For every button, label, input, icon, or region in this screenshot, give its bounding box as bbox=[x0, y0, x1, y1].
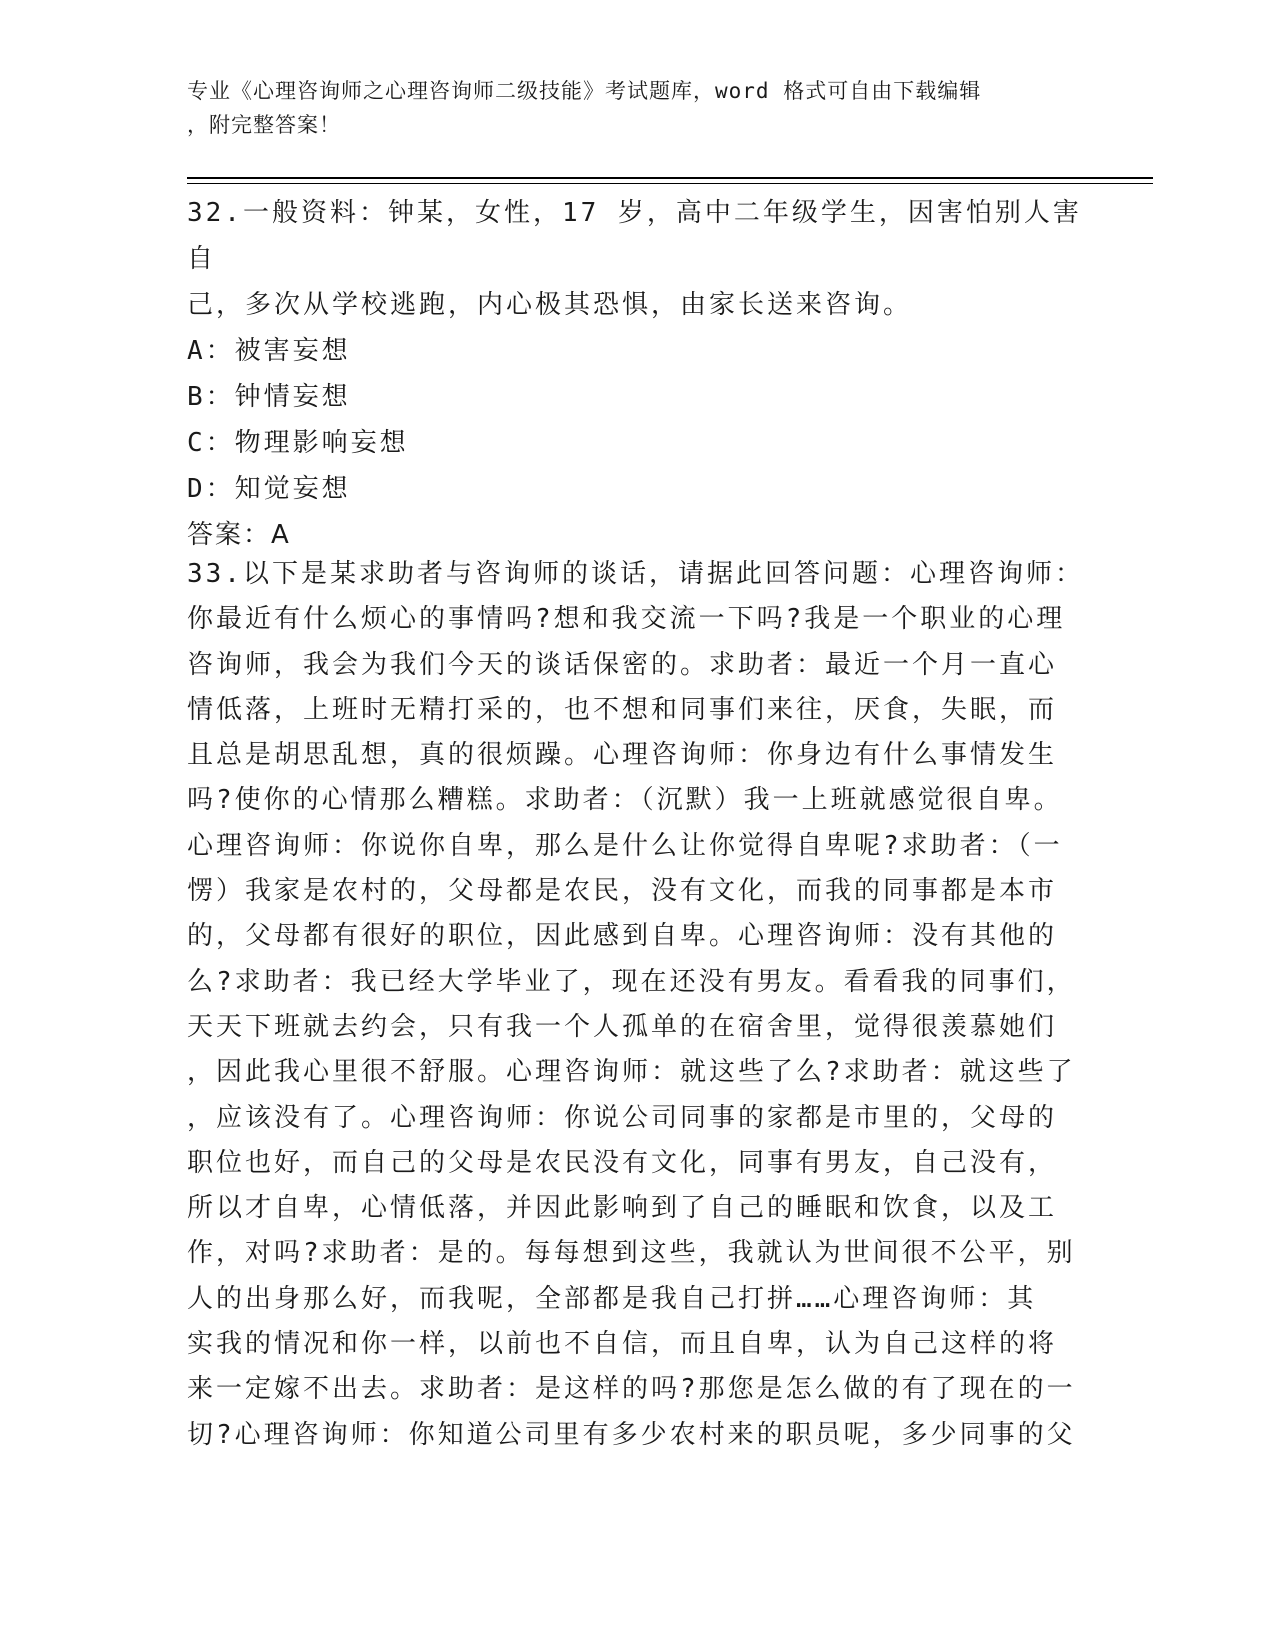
question-33-line: 天天下班就去约会，只有我一个人孤单的在宿舍里，觉得很羡慕她们 bbox=[187, 1011, 1058, 1042]
question-32-stem-line-2: 己，多次从学校逃跑，内心极其恐惧，由家长送来咨询。 bbox=[187, 290, 913, 320]
question-33-line: ，因此我心里很不舒服。心理咨询师：就这些了么?求助者：就这些了 bbox=[187, 1057, 1076, 1088]
question-32-stem-line-1: 32.一般资料：钟某，女性，17 岁，高中二年级学生，因害怕别人害自 bbox=[187, 198, 1082, 274]
question-33-line: ，应该没有了。心理咨询师：你说公司同事的家都是市里的，父母的 bbox=[187, 1102, 1058, 1133]
question-33-line: 人的出身那么好，而我呢，全部都是我自己打拼……心理咨询师：其 bbox=[187, 1283, 1037, 1314]
question-33-line: 33.以下是某求助者与咨询师的谈话，请据此回答问题：心理咨询师： bbox=[187, 559, 1084, 589]
question-32 bbox=[187, 190, 1087, 558]
question-33-line: 切?心理咨询师：你知道公司里有多少农村来的职员呢，多少同事的父 bbox=[187, 1419, 1076, 1450]
option-a: A：被害妄想 bbox=[187, 336, 351, 366]
header-line-1: 专业《心理咨询师之心理咨询师二级技能》考试题库，word 格式可自由下载编辑 bbox=[187, 79, 982, 103]
question-33-line: 咨询师，我会为我们今天的谈话保密的。求助者：最近一个月一直心 bbox=[187, 649, 1058, 680]
question-33-line: 么?求助者：我已经大学毕业了，现在还没有男友。看看我的同事们， bbox=[187, 966, 1076, 997]
question-33-line: 实我的情况和你一样，以前也不自信，而且自卑，认为自己这样的将 bbox=[187, 1329, 1058, 1360]
question-33-line: 职位也好，而自己的父母是农民没有文化，同事有男友，自己没有， bbox=[187, 1147, 1058, 1178]
question-32-answer: 答案：A bbox=[187, 520, 291, 550]
option-d: D：知觉妄想 bbox=[187, 474, 351, 504]
question-33-line: 作，对吗?求助者：是的。每每想到这些，我就认为世间很不公平，别 bbox=[187, 1238, 1076, 1269]
question-33-line: 且总是胡思乱想，真的很烦躁。心理咨询师：你身边有什么事情发生 bbox=[187, 740, 1058, 771]
option-b: B：钟情妄想 bbox=[187, 382, 351, 412]
question-33-line: 愣）我家是农村的，父母都是农民，没有文化，而我的同事都是本市 bbox=[187, 876, 1058, 907]
question-33-line: 来一定嫁不出去。求助者：是这样的吗?那您是怎么做的有了现在的一 bbox=[187, 1374, 1076, 1405]
header-divider-thin bbox=[187, 183, 1153, 184]
header-line-2: ，附完整答案！ bbox=[187, 113, 341, 137]
question-33-line: 情低落，上班时无精打采的，也不想和同事们来往，厌食，失眠，而 bbox=[187, 694, 1058, 725]
document-header bbox=[187, 74, 1067, 142]
option-c: C：物理影响妄想 bbox=[187, 428, 409, 458]
question-33-line: 心理咨询师：你说你自卑，那么是什么让你觉得自卑呢?求助者：（一 bbox=[187, 830, 1063, 861]
question-33 bbox=[187, 552, 1084, 1458]
question-33-line: 的，父母都有很好的职位，因此感到自卑。心理咨询师：没有其他的 bbox=[187, 921, 1058, 952]
question-33-line: 你最近有什么烦心的事情吗?想和我交流一下吗?我是一个职业的心理 bbox=[187, 604, 1066, 635]
header-divider-thick bbox=[187, 177, 1153, 179]
question-33-line: 吗?使你的心情那么糟糕。求助者：（沉默）我一上班就感觉很自卑。 bbox=[187, 785, 1063, 816]
question-33-line: 所以才自卑，心情低落，并因此影响到了自己的睡眠和饮食，以及工 bbox=[187, 1193, 1058, 1224]
